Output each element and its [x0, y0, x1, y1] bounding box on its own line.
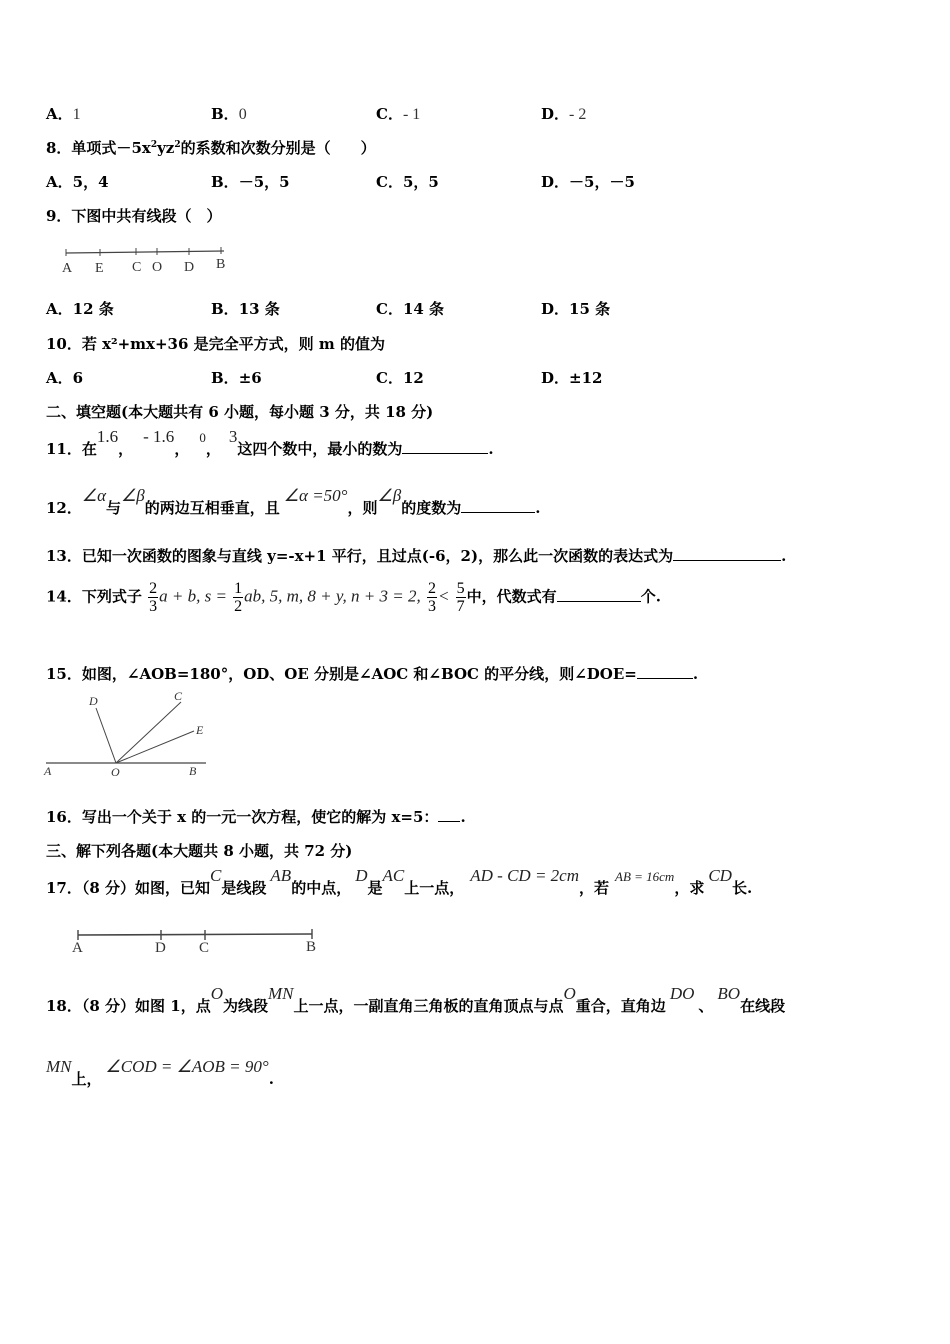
- q14-frac-2-3: $\frac{2}{3}$: [149, 580, 158, 615]
- q15-label-d: D: [89, 694, 98, 708]
- q12-stem: 12．∠α与∠β的两边互相垂直，且∠α =50°，则∠β的度数为 .: [46, 486, 541, 517]
- q14-frac-2-3b: $\frac{2}{3}$: [427, 580, 436, 615]
- q17-segment-figure: [68, 926, 328, 956]
- q13-stem: 13．已知一次函数的图象与直线 y=-x+1 平行，且过点(-6，2)，那么此一次函数的表达式为 .: [46, 547, 787, 565]
- q18-stem-line2: MN上，∠COD = ∠AOB = 90°.: [46, 1057, 274, 1088]
- q15-label-c: C: [174, 689, 183, 703]
- q17-label-d: D: [155, 940, 166, 956]
- q15-label-o: O: [111, 765, 120, 779]
- q17-stem: 17．（8 分）如图，已知C是线段AB的中点，D是AC上一点，AD - CD = 2cm，若AB = 16cm，求CD长.: [46, 866, 753, 897]
- q8-option-d: D．－5，－5: [541, 173, 635, 191]
- q15-label-e: E: [196, 723, 204, 737]
- q13-answer-blank[interactable]: [673, 546, 781, 561]
- section-3-heading: 三、解下列各题(本大题共 8 小题，共 72 分): [46, 842, 353, 860]
- q15-answer-blank[interactable]: [637, 664, 693, 679]
- q9-option-d: D．15 条: [541, 300, 611, 318]
- q16-answer-blank[interactable]: [438, 807, 460, 822]
- q17-label-c: C: [199, 940, 210, 956]
- q9-option-a: A．12 条: [46, 300, 114, 318]
- q10-option-c: C．12: [376, 369, 424, 387]
- q12-answer-blank[interactable]: [461, 498, 535, 513]
- q14-stem: 14．下列式子 $\frac{2}{3}$ a + b, s = $\frac{1}{2}$ ab, 5, m, 8 + y, n + 3 = 2, $\frac{2}{3}$ < $\frac{5}{7}$ 中，代数式有 个.: [46, 580, 661, 615]
- q8-stem: 8．单项式$-5x^2yz^2$的系数和次数分别是（ ）: [46, 139, 376, 157]
- q7-option-d: D．- 2: [541, 105, 587, 123]
- section-2-heading: 二、填空题(本大题共有 6 小题，每小题 3 分，共 18 分): [46, 403, 434, 421]
- q14-answer-blank[interactable]: [557, 587, 641, 602]
- q9-label-o: O: [152, 260, 163, 275]
- q9-label-d: D: [184, 260, 195, 275]
- q17-label-b: B: [306, 939, 317, 955]
- q8-option-a: A．5，4: [46, 173, 109, 191]
- q9-option-c: C．14 条: [376, 300, 445, 318]
- q8-option-b: B．－5，5: [211, 173, 290, 191]
- q14-frac-5-7: $\frac{5}{7}$: [456, 580, 465, 615]
- q9-label-b: B: [216, 257, 226, 272]
- q18-stem-line1: 18．（8 分）如图 1，点O为线段MN上一点，一副直角三角板的直角顶点与点O重合，直角边DO、BO在线段: [46, 984, 786, 1015]
- q10-option-b: B．±6: [211, 369, 262, 387]
- q10-option-a: A．6: [46, 369, 84, 387]
- q7-option-a: A．1: [46, 105, 81, 123]
- q15-stem: 15．如图，∠AOB=180°，OD、OE 分别是∠AOC 和∠BOC 的平分线，则∠DOE= .: [46, 665, 699, 683]
- q8-option-c: C．5，5: [376, 173, 439, 191]
- q15-angle-figure: [42, 688, 222, 780]
- q9-label-a: A: [62, 261, 73, 276]
- q10-stem: 10．若 x²+mx+36 是完全平方式，则 m 的值为: [46, 335, 385, 353]
- q11-answer-blank[interactable]: [402, 439, 488, 454]
- q7-option-c: C．- 1: [376, 105, 421, 123]
- q15-label-b: B: [189, 764, 197, 778]
- q11-stem: 11．在1.6，- 1.6，0，3这四个数中，最小的数为 .: [46, 427, 494, 458]
- q9-option-b: B．13 条: [211, 300, 280, 318]
- q16-stem: 16．写出一个关于 x 的一元一次方程，使它的解为 x=5： .: [46, 808, 466, 826]
- q7-option-b: B．0: [211, 105, 247, 123]
- q10-option-d: D．±12: [541, 369, 603, 387]
- q9-stem: 9．下图中共有线段（ ）: [46, 207, 222, 225]
- q9-label-e: E: [95, 261, 104, 276]
- q17-label-a: A: [72, 940, 83, 956]
- q15-label-a: A: [44, 764, 52, 778]
- q9-label-c: C: [132, 260, 142, 275]
- q14-frac-1-2: $\frac{1}{2}$: [234, 580, 243, 615]
- q9-segment-figure: [56, 244, 246, 278]
